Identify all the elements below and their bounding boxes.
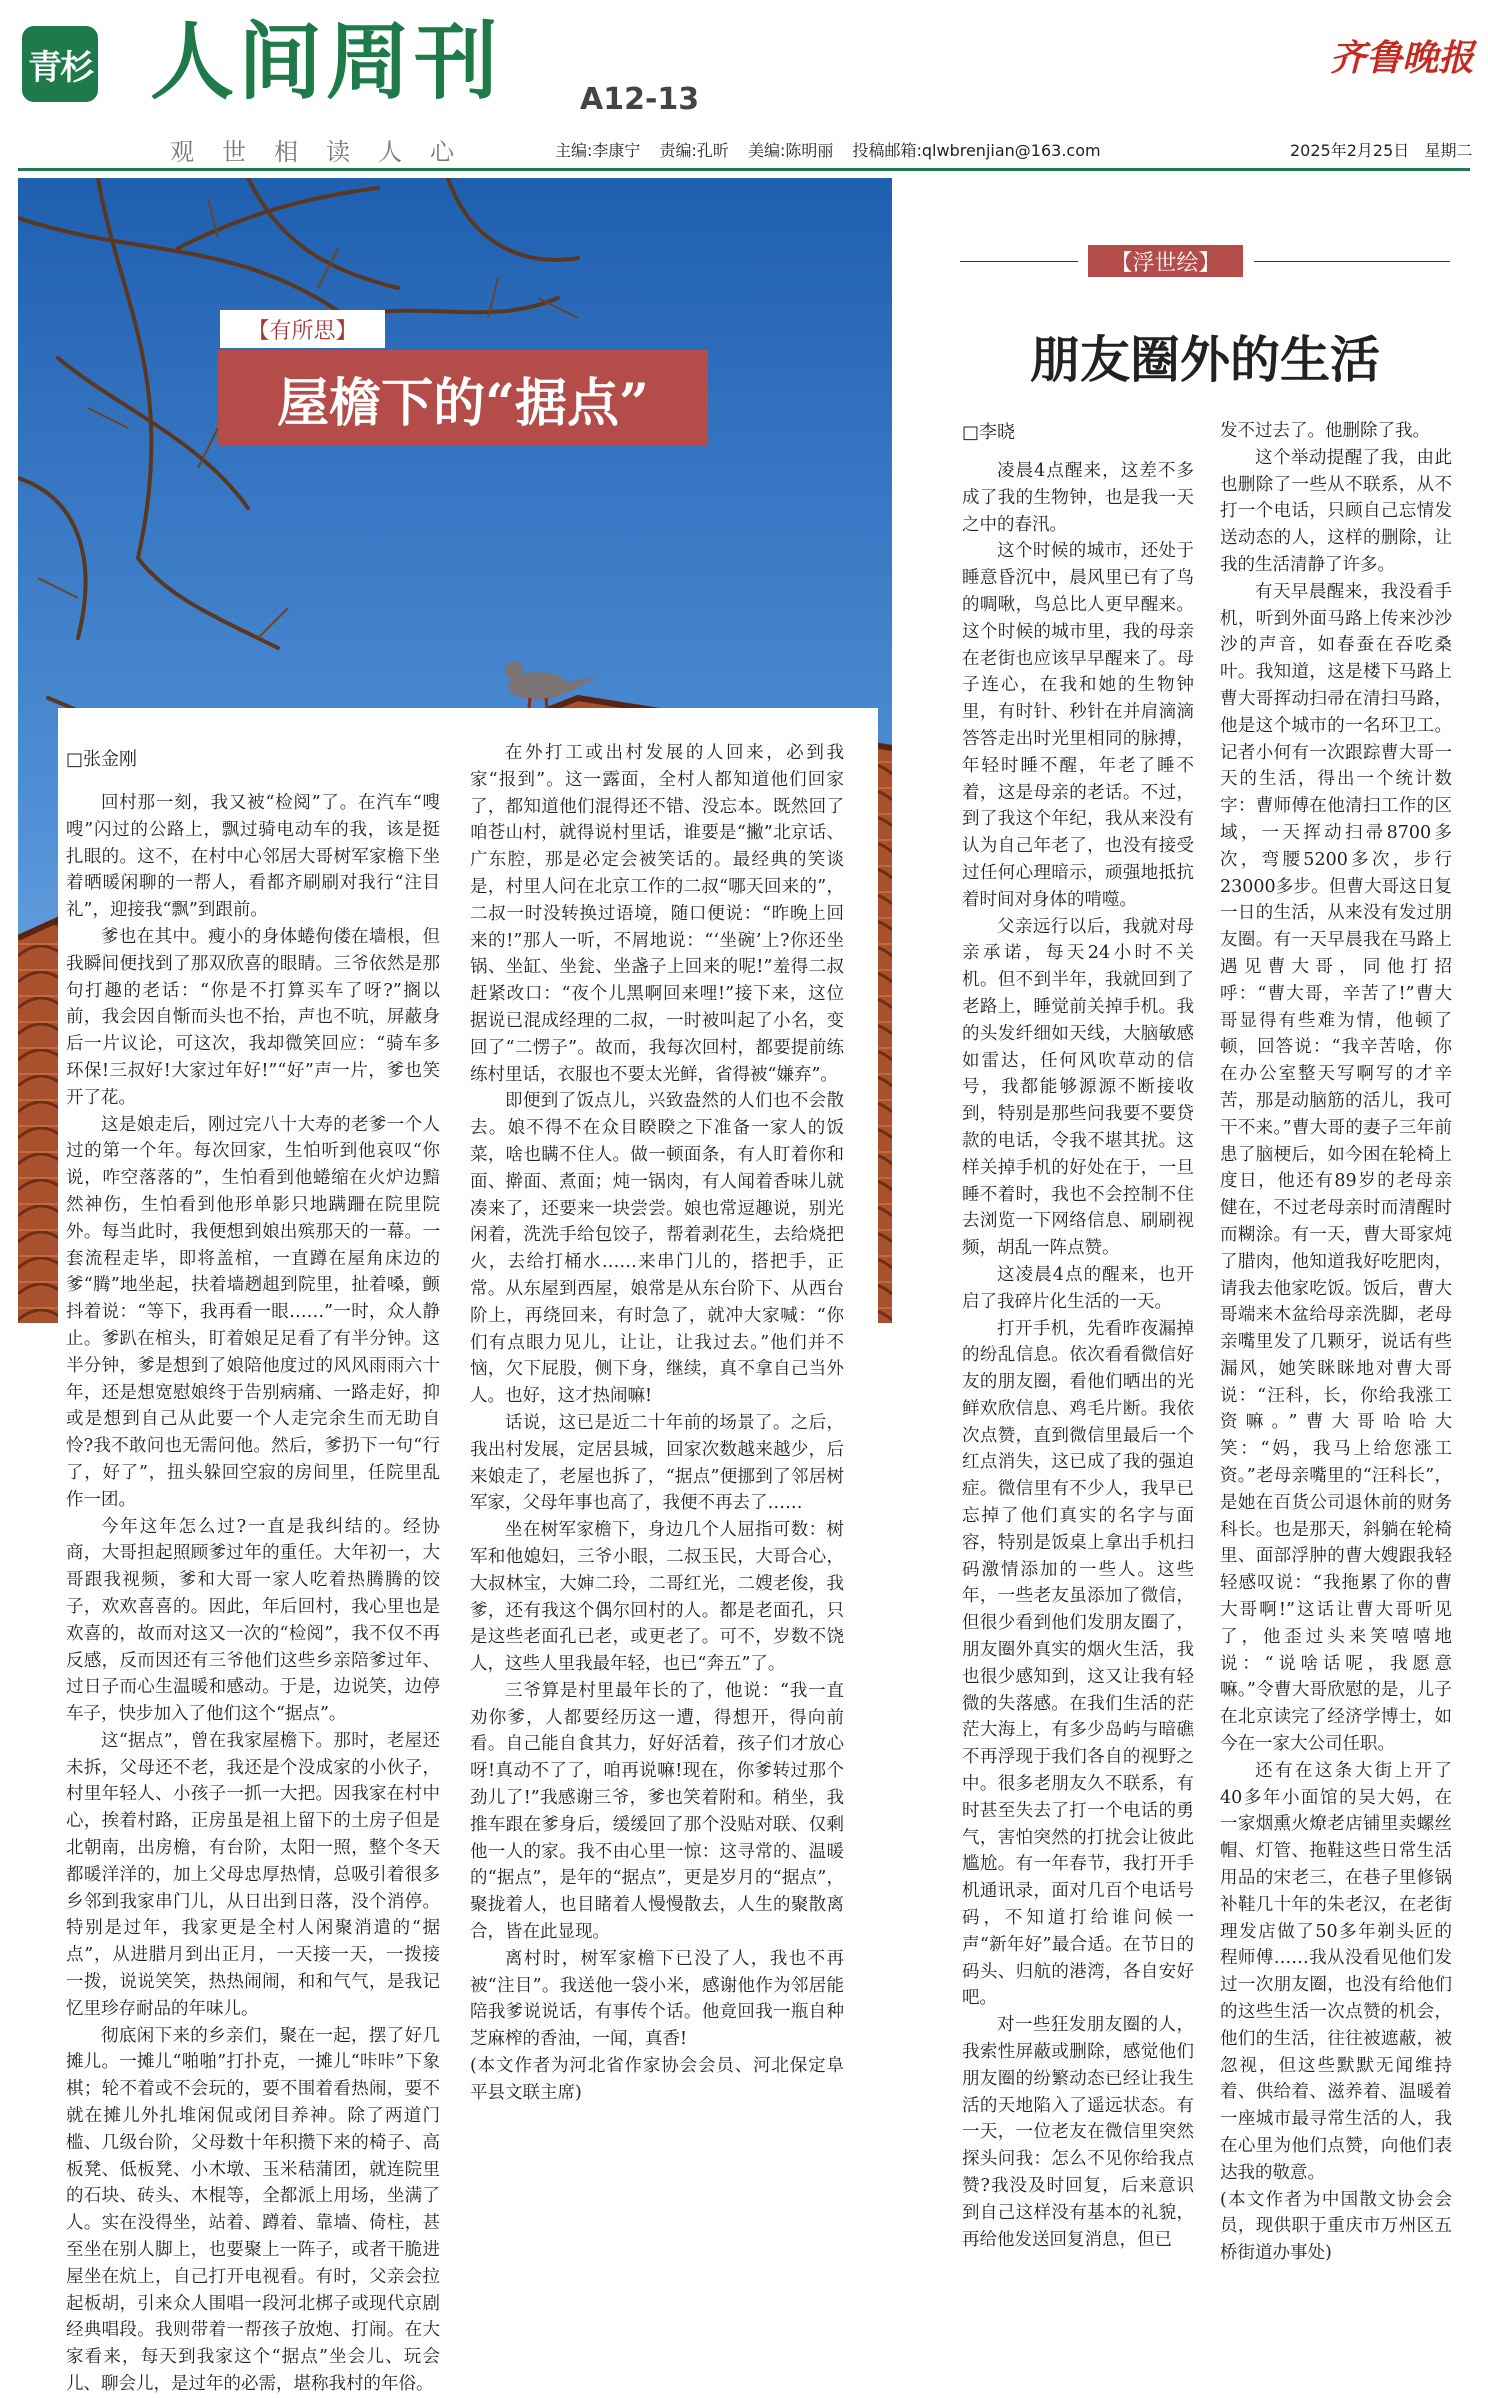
page-number: A12-13	[580, 82, 700, 117]
submission-email: 投稿邮箱:qlwbrenjian@163.com	[852, 141, 1101, 160]
paragraph: 这“据点”，曾在我家屋檐下。那时，老屋还未拆，父母还不老，我还是个没成家的小伙子，村里年轻人、小孩子一抓一大把。因我家在村中心，挨着村路，正房虽是祖上留下的土房子但是北朝南，出房檐，有台阶，太阳一照，整个冬天都暖洋洋的，加上父母忠厚热情，总吸引着很多乡邻到我家串门儿，从日出到日落，没个消停。特别是过年，我家更是全村人闲聚消遣的“据点”，从进腊月到出正月，一天接一天，一拨接一拨，说说笑笑，热热闹闹，和和气气，是我记忆里珍存耐品的年味儿。	[66, 1730, 440, 2019]
art-editor: 美编:陈明丽	[748, 141, 834, 160]
issue-date	[1290, 138, 1473, 161]
editor-credits	[555, 138, 1115, 161]
duty-editor: 责编:孔昕	[659, 141, 729, 160]
newspaper-brand: 齐鲁晚报	[1330, 37, 1475, 79]
paragraph: 打开手机，先看昨夜漏掉的纷乱信息。依次看看微信好友的朋友圈，看他们晒出的光鲜欢欣信息、鸡毛片断。我依次点赞，直到微信里最后一个红点消失，这已成了我的强迫症。微信里有不少人，我早已忘掉了他们真实的名字与面容，特别是饭桌上拿出手机扫码激情添加的一些人。这些年，一些老友虽添加了微信，但很少看到他们发朋友圈了，朋友圈外真实的烟火生活，我也很少感知到，这又让我有轻微的失落感。在我们生活的茫茫大海上，有多少岛屿与暗礁不再浮现于我们各自的视野之中。很多老朋友久不联系，有时甚至失去了打一个电话的勇气，害怕突然的打扰会让彼此尴尬。有一年春节，我打开手机通讯录，面对几百个电话号码，不知道打给谁问候一声“新年好”最合适。在节日的码头、归航的港湾，各自安好吧。	[962, 1318, 1194, 2009]
tag-rule-right	[1254, 261, 1450, 262]
right-article-column-1	[962, 458, 1194, 2253]
author-note: (本文作者为河北省作家协会会员、河北保定阜平县文联主席)	[470, 2056, 844, 2103]
paragraph: 今年这年怎么过?一直是我纠结的。经协商，大哥担起照顾爹过年的重任。大年初一，大哥跟我视频，爹和大哥一家人吃着热腾腾的饺子，欢欢喜喜的。因此，年后回村，我心里也是欢喜的，故而对这又一次的“检阅”，我不仅不再反感，反而因还有三爷他们这些乡亲陪爹过年、过日子而心生温暖和感动。于是，边说笑，边停车子，快步加入了他们这个“据点”。	[66, 1516, 440, 1725]
section-title: 人间周刊	[150, 12, 503, 111]
paragraph: 发不过去了。他删除了我。	[1220, 421, 1430, 441]
paragraph: 这凌晨4点的醒来，也开启了我碎片化生活的一天。	[962, 1264, 1194, 1312]
section-slogan: 观世相读人心	[170, 138, 482, 166]
paragraph: 离村时，树军家檐下已没了人，我也不再被“注目”。我送他一袋小米，感谢他作为邻居能陪我爹说说话，有事传个话。他竟回我一瓶自种芝麻榨的香油，一闻，真香!	[470, 1948, 844, 2050]
paragraph: 父亲远行以后，我就对母亲承诺，每天24小时不关机。但不到半年，我就回到了老路上，睡觉前关掉手机。我的头发纤细如天线，大脑敏感如雷达，任何风吹草动的信号，我都能够源源不断接收到，特别是那些问我要不要贷款的电话，令我不堪其扰。这样关掉手机的好处在于，一旦睡不着时，我也不会控制不住去浏览一下网络信息、刷刷视频，胡乱一阵点赞。	[962, 916, 1194, 1259]
paragraph: 三爷算是村里最年长的了，他说：“我一直劝你爹，人都要经历这一遭，得想开，得向前看。自己能自食其力，好好活着，孩子们才放心呀!真动不了了，咱再说嘛!现在，你爹转过那个劲儿了!”我感谢三爷，爹也笑着附和。稍坐，我推车跟在爹身后，缓缓回了那个没贴对联、仅剩他一人的家。我不由心里一惊：这寻常的、温暖的“据点”，是年的“据点”，更是岁月的“据点”，聚拢着人，也目睹着人慢慢散去，人生的聚散离合，皆在此显现。	[470, 1680, 844, 1943]
right-article-column-2	[1220, 418, 1452, 2267]
left-article-column-2	[470, 740, 844, 2107]
paragraph: 对一些狂发朋友圈的人，我索性屏蔽或删除，感觉他们朋友圈的纷繁动态已经让我生活的天地陷入了遥远状态。有一天，一位老友在微信里突然探头问我：怎么不见你给我点赞?我没及时回复，后来意识到自己这样没有基本的礼貌，再给他发送回复消息，但已	[962, 2015, 1194, 2250]
masthead-rule	[18, 168, 1470, 171]
section-logo: 青杉	[22, 26, 98, 102]
paragraph: 这个时候的城市，还处于睡意昏沉中，晨风里已有了鸟的啁啾，鸟总比人更早醒来。这个时候的城市里，我的母亲在老街也应该早早醒来了。母子连心，在我和她的生物钟里，有时针、秒针在并肩滴滴答答走出时光里相同的脉搏，年轻时睡不醒，年老了睡不着，这是母亲的老话。不过，到了我这个年纪，我从来没有认为自己年老了，也没有接受过任何心理暗示，顽强地抵抗着时间对身体的啃噬。	[962, 541, 1194, 910]
paragraph: 坐在树军家檐下，身边几个人屈指可数：树军和他媳妇，三爷小眼，二叔玉民，大哥合心，大叔林宝，大婶二玲，二哥红光，二嫂老俊，我爹，还有我这个偶尔回村的人。都是老面孔，只是这些老面孔已老，或更老了。可不，岁数不饶人，这些人里我最年轻，也已“奔五”了。	[470, 1520, 844, 1675]
editor: 主编:李康宁	[555, 141, 641, 160]
date: 2025年2月25日	[1290, 141, 1410, 160]
left-article-headline: 屋檐下的“据点”	[218, 350, 708, 446]
paragraph: 在外打工或出村发展的人回来，必到我家“报到”。这一露面，全村人都知道他们回家了，都知道他们混得还不错、没忘本。既然回了咱苍山村，就得说村里话，谁要是“撇”北京话、广东腔，那是必定会被笑话的。最经典的笑谈是，村里人问在北京工作的二叔“哪天回来的”，二叔一时没转换过语境，随口便说：“昨晚上回来的!”那人一听，不屑地说：“‘坐碗’上?你还坐锅、坐缸、坐瓮、坐盏子上回来的呢!”羞得二叔赶紧改口：“夜个儿黑啊回来哩!”接下来，这位据说已混成经理的二叔，一时被叫起了小名，变回了“二愣子”。故而，我每次回村，都要提前练练村里话，衣服也不要太光鲜，省得被“嫌弃”。	[470, 743, 844, 1085]
paragraph: 还有在这条大街上开了40多年小面馆的吴大妈，在一家烟熏火燎老店铺里卖螺丝帽、灯管、拖鞋这些日常生活用品的宋老三，在巷子里修锅补鞋几十年的朱老汉，在老街理发店做了50多年剃头匠的程师傅……我从没看见他们发过一次朋友圈，也没有给他们的这些生活一次点赞的机会，他们的生活，往往被遮蔽，被忽视，但这些默默无闻维持着、供给着、滋养着、温暖着一座城市最寻常生活的人，我在心里为他们点赞，向他们表达我的敬意。	[1220, 1760, 1452, 2183]
paragraph: 话说，这已是近二十年前的场景了。之后，我出村发展，定居县城，回家次数越来越少，后来娘走了，老屋也拆了，“据点”便挪到了邻居树军家，父母年事也高了，我便不再去了……	[470, 1412, 844, 1514]
left-article-column-1	[66, 790, 440, 2398]
tag-rule-left	[960, 261, 1078, 262]
paragraph: 爹也在其中。瘦小的身体蜷佝偻在墙根，但我瞬间便找到了那双欣喜的眼睛。三爷依然是那句打趣的老话：“你是不打算买车了呀?”搁以前，我会因自惭而头也不抬，声也不吭，屏蔽身后一片议论，可这次，我却微笑回应：“骑车多环保!三叔好!大家过年好!”“好”声一片，爹也笑开了花。	[66, 926, 440, 1108]
right-article-tag: 【浮世绘】	[1088, 245, 1243, 277]
paragraph: 彻底闲下来的乡亲们，聚在一起，摆了好几摊儿。一摊儿“啪啪”打扑克，一摊儿“咔咔”下象棋；轮不着或不会玩的，要不围着看热闹，要不就在摊儿外扎堆闲侃或闭目养神。除了两道门槛、几级台阶，父母数十年积攒下来的椅子、高板凳、低板凳、小木墩、玉米秸蒲团，就连院里的石块、砖头、木棍等，全都派上用场，坐满了人。实在没得坐，站着、蹲着、靠墙、倚柱，甚至坐在别人脚上，也要聚上一阵子，或者干脆进屋坐在炕上，自己打开电视看。有时，父亲会拉起板胡，引来众人围唱一段河北梆子或现代京剧经典唱段。我则带着一帮孩子放炮、打闹。在大家看来，每天到我家这个“据点”坐会儿、玩会儿、聊会儿，是过年的必需，堪称我村的年俗。	[66, 2025, 440, 2395]
paragraph: 这是娘走后，刚过完八十大寿的老爹一个人过的第一个年。每次回家，生怕听到他哀叹“你说，咋空落落的”，生怕看到他蜷缩在火炉边黯然神伤，生怕看到他形单影只地蹒跚在院里院外。每当此时，我便想到娘出殡那天的一幕。一套流程走毕，即将盖棺，一直蹲在屋角床边的爹“腾”地坐起，扶着墙趔趄到院里，扯着嗓，颤抖着说：“等下，我再看一眼……”一时，众人静止。爹趴在棺头，盯着娘足足看了有半分钟。这半分钟，爹是想到了娘陪他度过的风风雨雨六十年，还是想宽慰娘终于告别病痛、一路走好，抑或是想到自己从此要一个人走完余生而无助自怜?我不敢问也无需问他。然后，爹扔下一句“行了，好了”，扭头躲回空寂的房间里，任院里乱作一团。	[66, 1114, 440, 1510]
left-article-byline: □张金刚	[66, 749, 138, 770]
paragraph: 凌晨4点醒来，这差不多成了我的生物钟，也是我一天之中的春汛。	[962, 461, 1194, 535]
right-article-title: 朋友圈外的生活	[1030, 330, 1380, 389]
author-note: (本文作者为中国散文协会会员，现供职于重庆市万州区五桥街道办事处)	[1220, 2189, 1452, 2264]
paragraph: 有天早晨醒来，我没看手机，听到外面马路上传来沙沙沙的声音，如春蚕在吞吃桑叶。我知道，这是楼下马路上曹大哥挥动扫帚在清扫马路，他是这个城市的一名环卫工。记者小何有一次跟踪曹大哥一天的生活，得出一个统计数字：曹师傅在他清扫工作的区域，一天挥动扫帚8700多次，弯腰5200多次，步行23000多步。但曹大哥这日复一日的生活，从来没有发过朋友圈。有一天早晨我在马路上遇见曹大哥，同他打招呼：“曹大哥，辛苦了!”曹大哥显得有些难为情，他顿了顿，回答说：“我辛苦啥，你在办公室整天写啊写的才辛苦，那是动脑筋的活儿，我可干不来。”曹大哥的妻子三年前患了脑梗后，如今困在轮椅上度日，他还有89岁的老母亲健在，不过老母亲时而清醒时而糊涂。有一天，曹大哥家炖了腊肉，他知道我好吃肥肉，请我去他家吃饭。饭后，曹大哥端来木盆给母亲洗脚，老母亲嘴里发了几颗牙，说话有些漏风，她笑眯眯地对曹大哥说：“汪科，长，你给我涨工资嘛。”曹大哥哈哈大笑：“妈，我马上给您涨工资。”老母亲嘴里的“汪科长”，是她在百货公司退休前的财务科长。也是那天，斜躺在轮椅里、面部浮肿的曹大嫂跟我轻轻感叹说：“我拖累了你的曹大哥啊!”这话让曹大哥听见了，他歪过头来笑嘻嘻地说：“说啥话呢，我愿意嘛。”令曹大哥欣慰的是，儿子在北京读完了经济学博士，如今在一家大公司任职。	[1220, 581, 1452, 1755]
right-article-byline: □李晓	[962, 422, 1016, 443]
weekday: 星期二	[1424, 141, 1473, 160]
left-article-kicker: 【有所思】	[220, 310, 385, 348]
paragraph: 这个举动提醒了我，由此也删除了一些从不联系，从不打一个电话，只顾自己忘情发送动态的人，这样的删除，让我的生活清静了许多。	[1220, 447, 1452, 575]
paragraph: 回村那一刻，我又被“检阅”了。在汽车“嗖嗖”闪过的公路上，飘过骑电动车的我，该是挺扎眼的。这不，在村中心邻居大哥树军家檐下坐着晒暖闲聊的一帮人，看都齐刷刷对我行“注目礼”，迎接我“飘”到跟前。	[66, 793, 440, 921]
paragraph: 即便到了饭点儿，兴致盎然的人们也不会散去。娘不得不在众目睽睽之下准备一家人的饭菜，啥也瞒不住人。做一顿面条，有人盯着你和面、擀面、煮面；炖一锅肉，有人闻着香味儿就凑来了，还要来一块尝尝。娘也常逗趣说，别光闲着，洗洗手给包饺子，帮着剥花生，去给烧把火，去给打桶水……来串门儿的，搭把手，正常。从东屋到西屋，娘常是从东台阶下、从西台阶上，再绕回来，有时急了，就冲大家喊：“你们有点眼力见儿，让让，让我过去。”他们并不恼，欠下屁股，侧下身，继续，真不拿自己当外人。也好，这才热闹嘛!	[470, 1091, 844, 1407]
